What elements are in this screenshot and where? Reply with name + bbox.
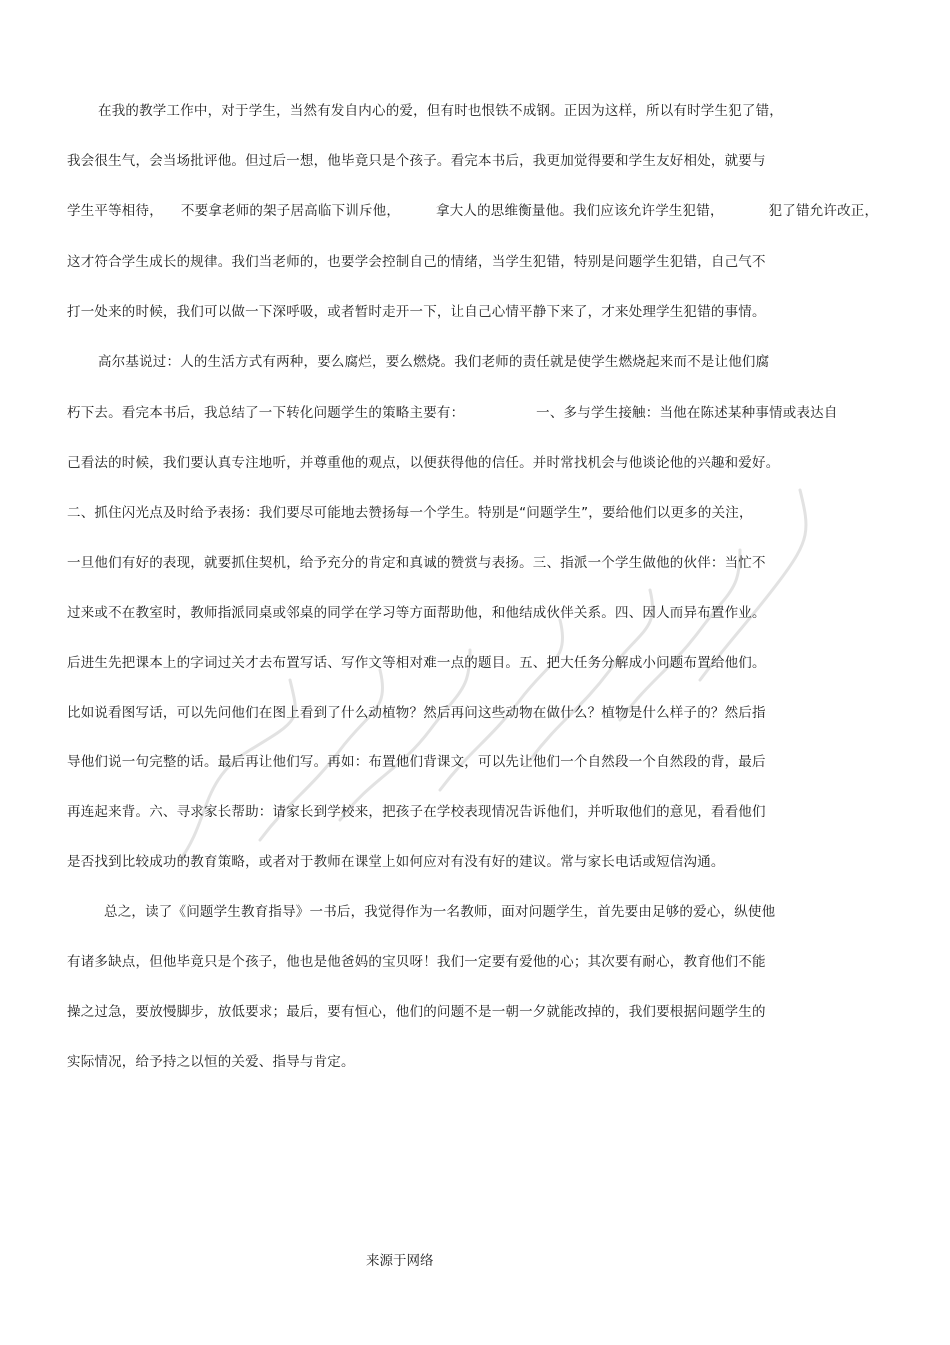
paragraph-line: 比如说看图写话，可以先问他们在图上看到了什么动植物？然后再问这些动物在做什么？植物是什么样子的？然后指: [67, 705, 766, 721]
paragraph-line: 己看法的时候，我们要认真专注地听，并尊重他的观点，以便获得他的信任。并时常找机会与他谈论他的兴趣和爱好。: [67, 455, 780, 471]
paragraph-line: 再连起来背。六、寻求家长帮助：请家长到学校来，把孩子在学校表现情况告诉他们，并听取他们的意见，看看他们: [67, 804, 766, 820]
paragraph-line: 我会很生气，会当场批评他。但过后一想，他毕竟只是个孩子。看完本书后，我更加觉得要和学生友好相处，就要与: [67, 153, 766, 169]
paragraph-line: 这才符合学生成长的规律。我们当老师的，也要学会控制自己的情绪，当学生犯错，特别是问题学生犯错，自己气不: [67, 254, 766, 270]
paragraph-line: 实际情况，给予持之以恒的关爱、指导与肯定。: [67, 1054, 355, 1070]
paragraph-line: 高尔基说过：人的生活方式有两种，要么腐烂，要么燃烧。我们老师的责任就是使学生燃烧起来而不是让他们腐: [98, 354, 770, 370]
paragraph-line: 在我的教学工作中，对于学生，当然有发自内心的爱，但有时也恨铁不成钢。正因为这样，所以有时学生犯了错，: [98, 103, 783, 119]
paragraph-line: 一旦他们有好的表现，就要抓住契机，给予充分的肯定和真诚的赞赏与表扬。三、指派一个学生做他的伙伴：当忙不: [67, 555, 766, 571]
paragraph-line: 学生平等相待， 不要拿老师的架子居高临下训斥他， 拿大人的思维衡量他。我们应该允许学生犯错， 犯了错允许改正，: [67, 203, 879, 219]
paragraph-line: 后进生先把课本上的字词过关才去布置写话、写作文等相对难一点的题目。五、把大任务分解成小问题布置给他们。: [67, 655, 766, 671]
page-footer: 来源于网络: [366, 1253, 434, 1269]
paragraph-line: 二、抓住闪光点及时给予表扬：我们要尽可能地去赞扬每一个学生。特别是“问题学生”，要给他们以更多的关注，: [67, 505, 753, 521]
paragraph-line: 朽下去。看完本书后，我总结了一下转化问题学生的策略主要有： 一、多与学生接触：当他在陈述某种事情或表达自: [67, 405, 838, 421]
paragraph-line: 是否找到比较成功的教育策略，或者对于教师在课堂上如何应对有没有好的建议。常与家长电话或短信沟通。: [67, 854, 725, 870]
paragraph-line: 总之，读了《问题学生教育指导》一书后，我觉得作为一名教师，面对问题学生，首先要由足够的爱心，纵使他: [104, 904, 776, 920]
paragraph-line: 导他们说一句完整的话。最后再让他们写。再如：布置他们背课文，可以先让他们一个自然段一个自然段的背，最后: [67, 754, 766, 770]
paragraph-line: 过来或不在教室时，教师指派同桌或邻桌的同学在学习等方面帮助他，和他结成伙伴关系。四、因人而异布置作业。: [67, 605, 766, 621]
paragraph-line: 打一处来的时候，我们可以做一下深呼吸，或者暂时走开一下，让自己心情平静下来了，才来处理学生犯错的事情。: [67, 304, 766, 320]
paragraph-line: 操之过急，要放慢脚步，放低要求；最后，要有恒心，他们的问题不是一朝一夕就能改掉的，我们要根据问题学生的: [67, 1004, 766, 1020]
paragraph-line: 有诸多缺点，但他毕竟只是个孩子，他也是他爸妈的宝贝呀！我们一定要有爱他的心；其次要有耐心，教育他们不能: [67, 954, 766, 970]
